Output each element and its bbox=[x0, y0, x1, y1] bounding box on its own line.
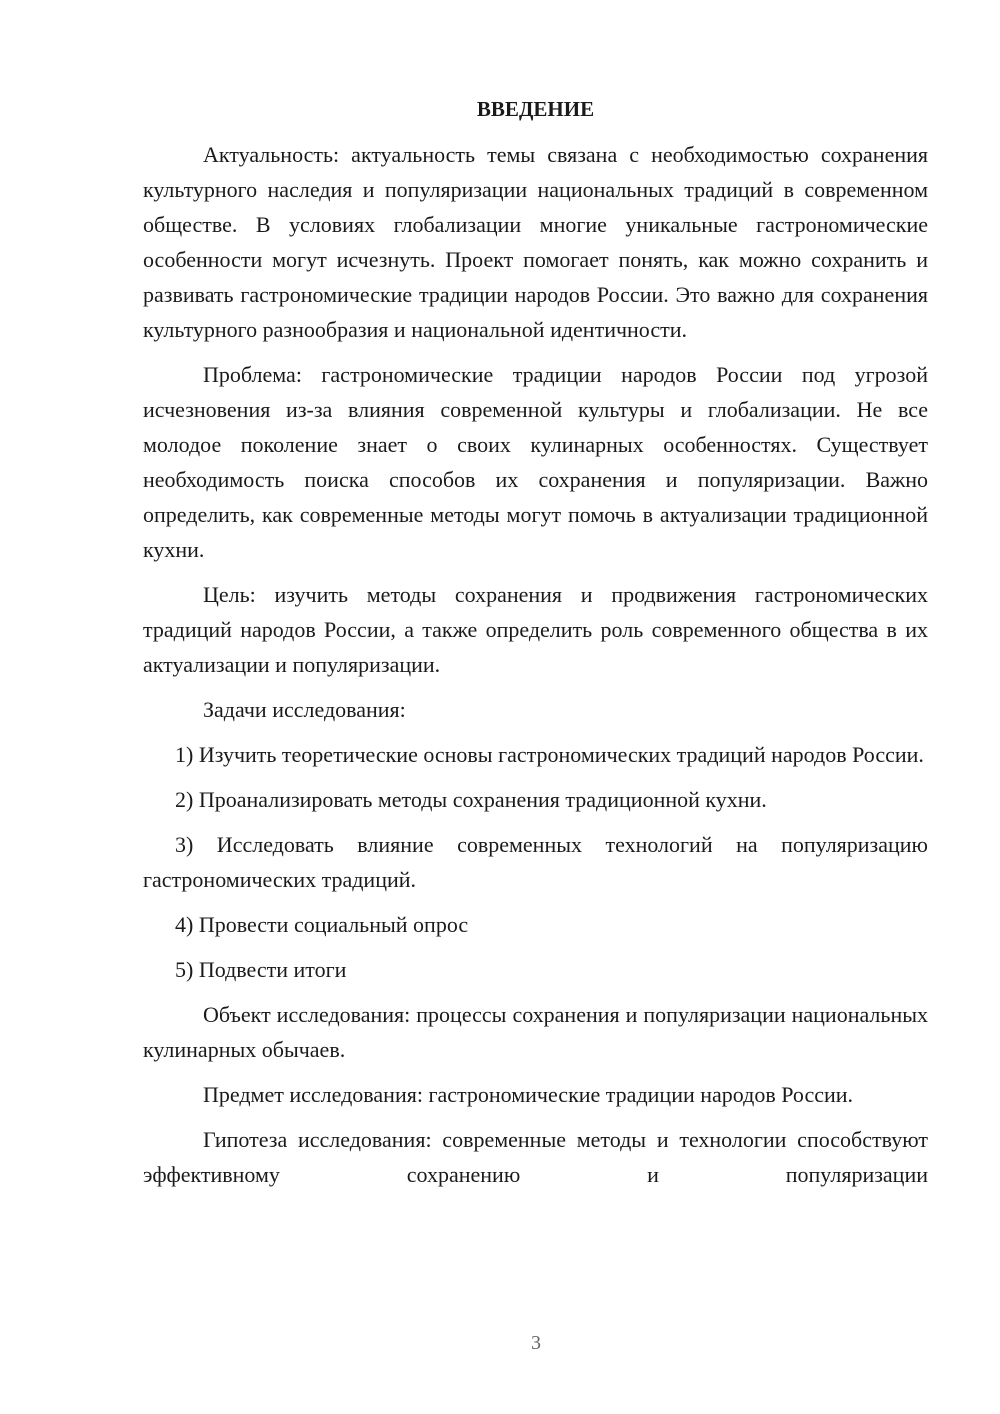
task-item-5: 5) Подвести итоги bbox=[175, 957, 347, 982]
task-item-4: 4) Провести социальный опрос bbox=[175, 912, 469, 937]
task-item-1: 1) Изучить теоретические основы гастрономических традиций народов России. bbox=[175, 742, 924, 767]
paragraph-object: Объект исследования: процессы сохранения и популяризации национальных кулинарных обычаев. bbox=[143, 1002, 928, 1062]
paragraph-subject: Предмет исследования: гастрономические традиции народов России. bbox=[203, 1082, 854, 1107]
page-number: 3 bbox=[531, 1332, 541, 1354]
task-item-3: 3) Исследовать влияние современных технологий на популяризацию гастрономических традиций. bbox=[143, 832, 928, 892]
section-heading: ВВЕДЕНИЕ bbox=[476, 97, 595, 121]
document-page bbox=[143, 92, 928, 1202]
paragraph-hypothesis: Гипотеза исследования: современные методы и технологии способствуют эффективному сохранению и популяризации bbox=[143, 1127, 928, 1187]
paragraph-relevance: Актуальность: актуальность темы связана с необходимостью сохранения культурного наследия и популяризации национальных традиций в современном обществе. В условиях глобализации многие уникальные гастрономические особенности могут исчезнуть. Проект помогает понять, как можно сохранить и развивать гастрономические традиции народов России. Это важно для сохранения культурного разнообразия и национальной идентичности. bbox=[143, 142, 928, 342]
paragraph-problem: Проблема: гастрономические традиции народов России под угрозой исчезновения из-за влияния современной культуры и глобализации. Не все молодое поколение знает о своих кулинарных особенностях. Существует необходимость поиска способов их сохранения и популяризации. Важно определить, как современные методы могут помочь в актуализации традиционной кухни. bbox=[143, 362, 928, 562]
task-item-2: 2) Проанализировать методы сохранения традиционной кухни. bbox=[175, 787, 767, 812]
tasks-title: Задачи исследования: bbox=[203, 697, 406, 722]
paragraph-goal: Цель: изучить методы сохранения и продвижения гастрономических традиций народов России, а также определить роль современного общества в их актуализации и популяризации. bbox=[143, 582, 928, 677]
